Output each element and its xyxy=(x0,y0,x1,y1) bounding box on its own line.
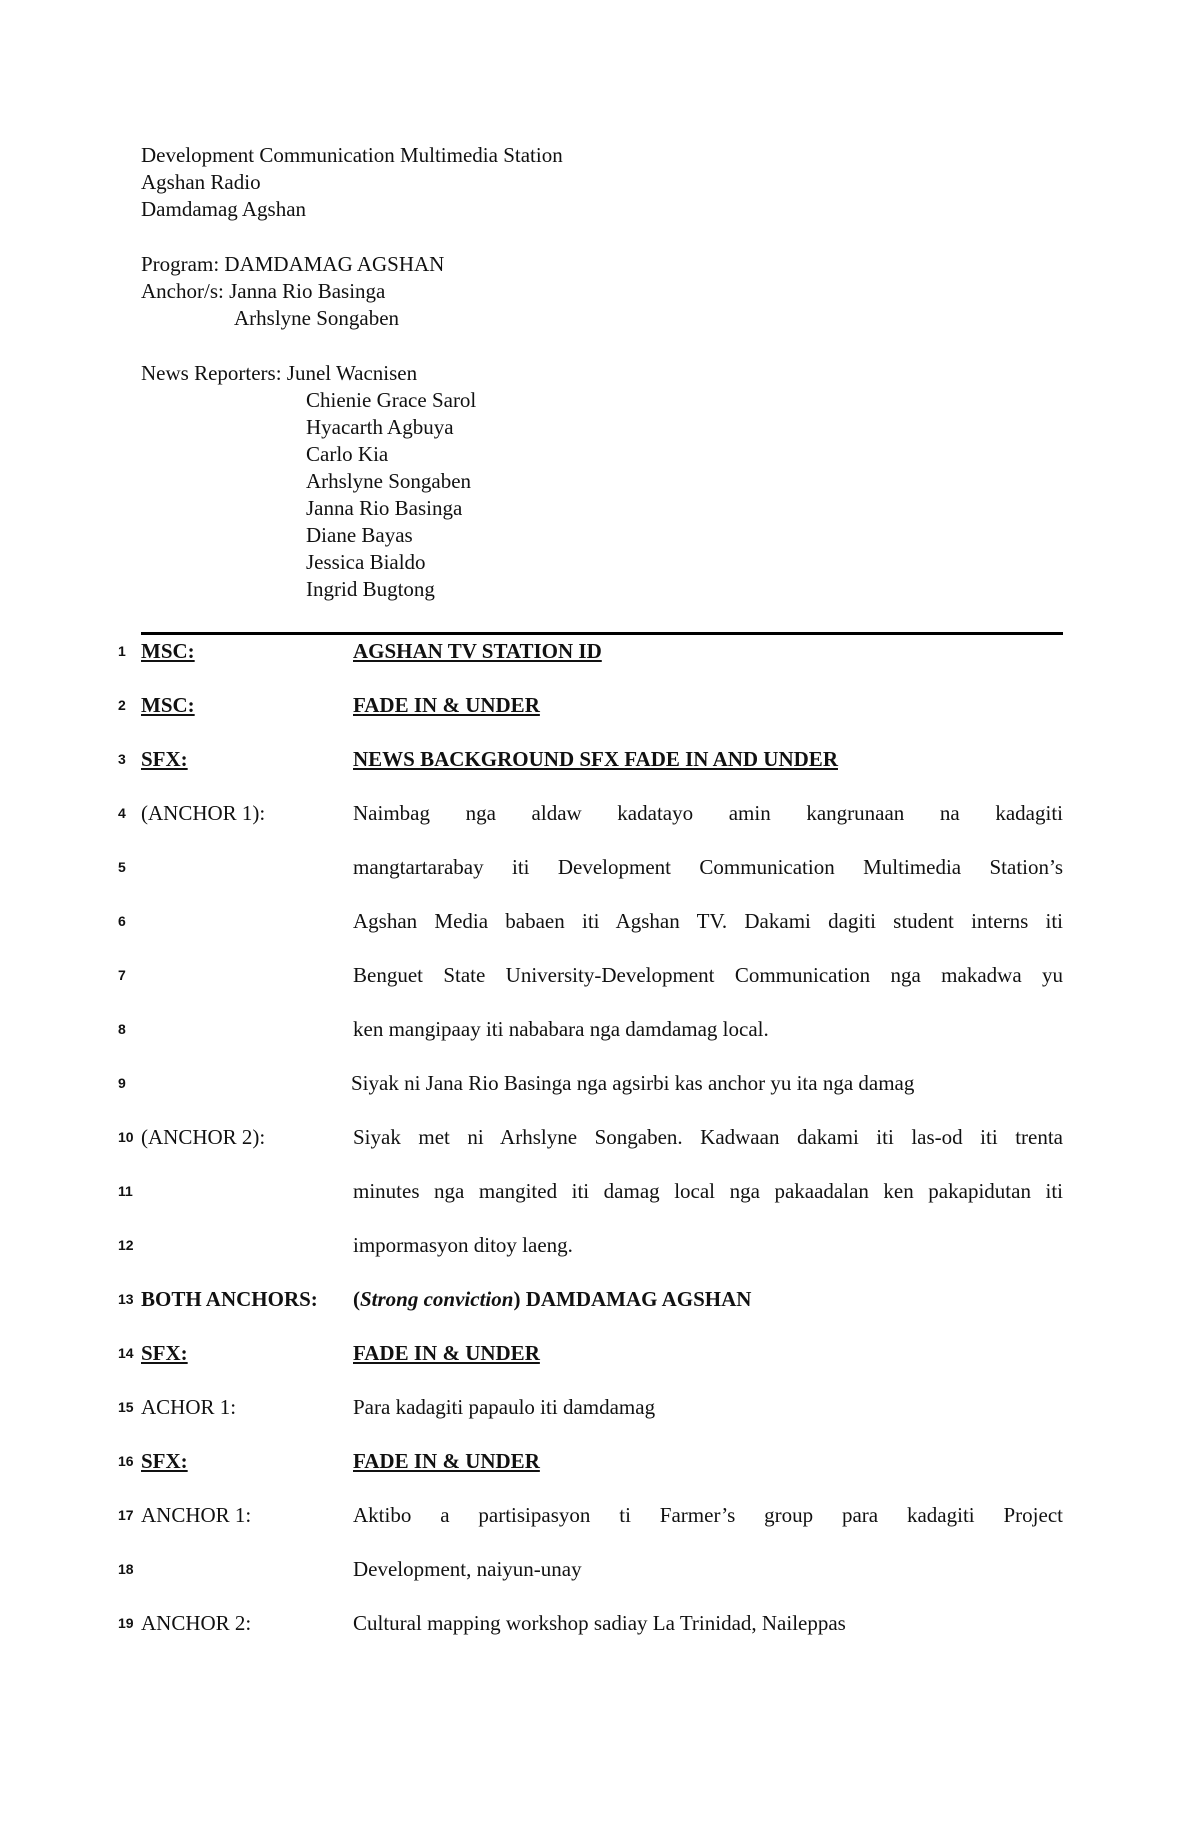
script-line xyxy=(118,1554,1063,1584)
script-line xyxy=(118,636,1063,666)
speaker-label: (ANCHOR 1): xyxy=(141,801,266,825)
line-number: 6 xyxy=(118,913,126,929)
speaker-cue: SFX: xyxy=(141,1341,188,1365)
line-number: 1 xyxy=(118,643,126,659)
show-name: Damdamag Agshan xyxy=(141,197,307,221)
script-line xyxy=(118,1230,1063,1260)
line-number: 13 xyxy=(118,1291,134,1307)
reporter-name: Ingrid Bugtong xyxy=(306,577,435,601)
script-line xyxy=(118,798,1063,828)
dialogue-text: Naimbag nga aldaw kadatayo amin kangrunaan na kadagiti xyxy=(353,801,1063,825)
script-line xyxy=(118,960,1063,990)
line-number: 3 xyxy=(118,751,126,767)
reporters-line: News Reporters: Junel Wacnisen xyxy=(141,361,418,385)
station-name: Development Communication Multimedia Station xyxy=(141,143,563,167)
cue-text: NEWS BACKGROUND SFX FADE IN AND UNDER xyxy=(353,747,838,771)
speaker-cue: SFX: xyxy=(141,747,188,771)
line-number: 14 xyxy=(118,1345,134,1361)
script-line xyxy=(118,1014,1063,1044)
speaker-label: BOTH ANCHORS: xyxy=(141,1287,318,1311)
reporter-name: Chienie Grace Sarol xyxy=(306,388,477,412)
script-line xyxy=(118,1068,1063,1098)
line-number: 5 xyxy=(118,859,126,875)
speaker-label: (ANCHOR 2): xyxy=(141,1125,266,1149)
script-line xyxy=(118,690,1063,720)
reporter-name: Janna Rio Basinga xyxy=(306,496,463,520)
script-line xyxy=(118,1500,1063,1530)
reporter-name: Jessica Bialdo xyxy=(306,550,426,574)
script-line xyxy=(118,1284,1063,1314)
line-number: 17 xyxy=(118,1507,134,1523)
line-number: 2 xyxy=(118,697,126,713)
cue-text: AGSHAN TV STATION ID xyxy=(353,639,602,663)
divider-rule xyxy=(141,632,1063,635)
line-number: 8 xyxy=(118,1021,126,1037)
line-number: 4 xyxy=(118,805,126,821)
cue-text: FADE IN & UNDER xyxy=(353,1449,540,1473)
line-number: 10 xyxy=(118,1129,134,1145)
speaker-cue: MSC: xyxy=(141,693,195,717)
dialogue-text: ken mangipaay iti nababara nga damdamag local. xyxy=(353,1017,769,1041)
reporter-name: Diane Bayas xyxy=(306,523,413,547)
speaker-label: ANCHOR 2: xyxy=(141,1611,252,1635)
direction-note: Strong conviction xyxy=(360,1287,514,1311)
dialogue-text: Aktibo a partisipasyon ti Farmer’s group para kadagiti Project xyxy=(353,1503,1063,1527)
radio-name: Agshan Radio xyxy=(141,170,261,194)
script-line xyxy=(118,744,1063,774)
dialogue-text: Benguet State University-Development Communication nga makadwa yu xyxy=(353,963,1063,987)
script-line xyxy=(118,852,1063,882)
dialogue-text: Para kadagiti papaulo iti damdamag xyxy=(353,1395,656,1419)
dialogue-text: mangtartarabay iti Development Communication Multimedia Station’s xyxy=(353,855,1063,879)
paren-open: ( xyxy=(353,1287,360,1311)
speaker-label: ANCHOR 1: xyxy=(141,1503,252,1527)
dialogue-text: impormasyon ditoy laeng. xyxy=(353,1233,573,1257)
speaker-label: ACHOR 1: xyxy=(141,1395,237,1419)
speaker-cue: SFX: xyxy=(141,1449,188,1473)
script-line xyxy=(118,1446,1063,1476)
line-number: 18 xyxy=(118,1561,134,1577)
dialogue-text: Siyak met ni Arhslyne Songaben. Kadwaan dakami iti las-od iti trenta xyxy=(353,1125,1063,1149)
line-number: 19 xyxy=(118,1615,134,1631)
reporter-name: Arhslyne Songaben xyxy=(306,469,472,493)
line-number: 12 xyxy=(118,1237,134,1253)
script-line xyxy=(118,1122,1063,1152)
script-line xyxy=(118,906,1063,936)
line-number: 16 xyxy=(118,1453,134,1469)
script-line xyxy=(118,1608,1063,1638)
dialogue-text: Cultural mapping workshop sadiay La Trinidad, Naileppas xyxy=(353,1611,846,1635)
program-line: Program: DAMDAMAG AGSHAN xyxy=(141,252,445,276)
anchors-line: Anchor/s: Janna Rio Basinga xyxy=(141,279,386,303)
dialogue-text: minutes nga mangited iti damag local nga pakaadalan ken pakapidutan iti xyxy=(353,1179,1063,1203)
reporter-name: Carlo Kia xyxy=(306,442,389,466)
speaker-cue: MSC: xyxy=(141,639,195,663)
script-line xyxy=(118,1176,1063,1206)
line-number: 9 xyxy=(118,1075,126,1091)
cue-text: FADE IN & UNDER xyxy=(353,1341,540,1365)
cue-text: FADE IN & UNDER xyxy=(353,693,540,717)
anchor-2-name: Arhslyne Songaben xyxy=(234,306,400,330)
script-line xyxy=(118,1392,1063,1422)
line-number: 7 xyxy=(118,967,126,983)
paren-close-text: ) DAMDAMAG AGSHAN xyxy=(513,1287,752,1311)
dialogue-text xyxy=(353,1284,1063,1314)
dialogue-text: Development, naiyun-unay xyxy=(353,1557,582,1581)
dialogue-text: Agshan Media babaen iti Agshan TV. Dakami dagiti student interns iti xyxy=(353,909,1063,933)
line-number: 15 xyxy=(118,1399,134,1415)
dialogue-text: Siyak ni Jana Rio Basinga nga agsirbi kas anchor yu ita nga damag xyxy=(351,1071,915,1095)
reporter-name: Hyacarth Agbuya xyxy=(306,415,454,439)
script-line xyxy=(118,1338,1063,1368)
line-number: 11 xyxy=(118,1183,133,1199)
